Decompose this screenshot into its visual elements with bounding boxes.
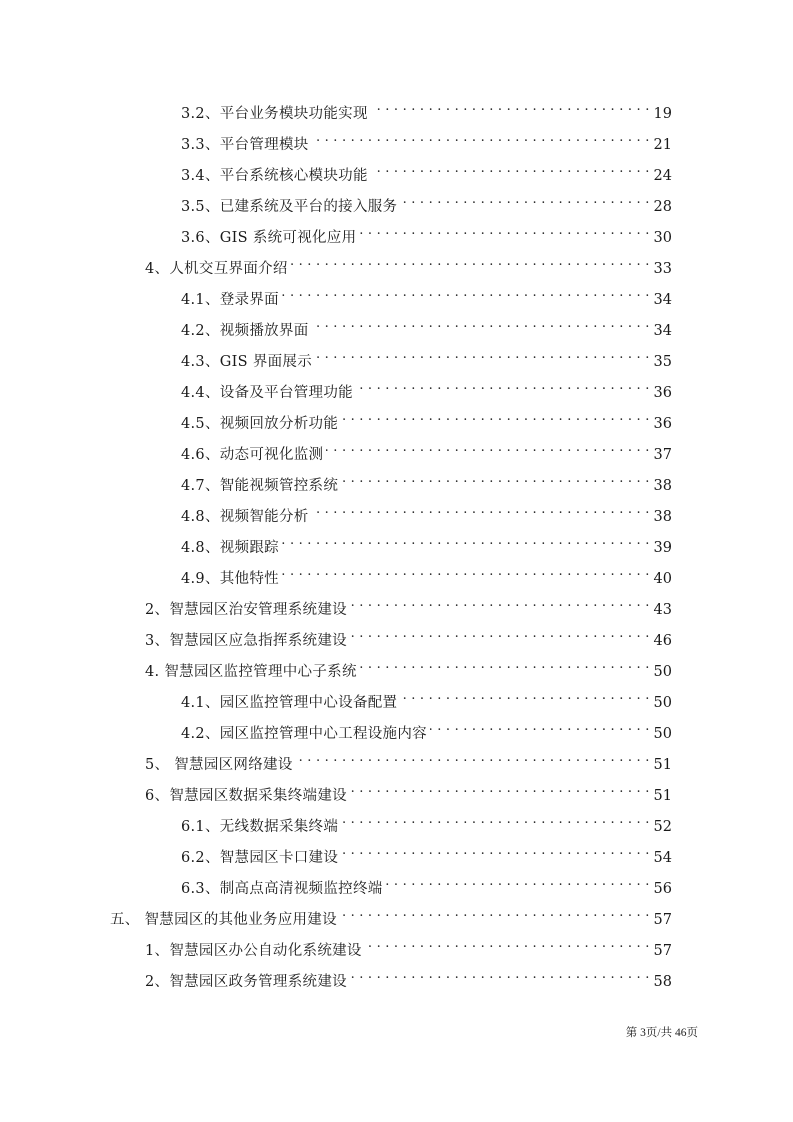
toc-entry[interactable] [181, 344, 672, 370]
toc-entry[interactable] [181, 840, 672, 866]
toc-entry[interactable] [181, 189, 672, 215]
toc-entry-label: 4.1、园区监控管理中心设备配置 [181, 695, 398, 711]
toc-entry[interactable] [145, 251, 672, 277]
toc-entry-label: 4.2、视频播放界面 [181, 323, 309, 339]
toc-entry-label: 4.6、动态可视化监测 [181, 447, 324, 463]
dot-leader [350, 623, 650, 645]
toc-entry-page: 37 [653, 447, 672, 463]
toc-entry-label: 3.4、平台系统核心模块功能 [181, 168, 368, 184]
toc-entry-label: 4、人机交互界面介绍 [145, 261, 288, 277]
dot-leader [350, 778, 650, 800]
toc-entry-label: 2、智慧园区政务管理系统建设 [145, 974, 347, 990]
dot-leader [400, 189, 649, 211]
toc-entry-page: 21 [653, 137, 672, 153]
toc-entry-page: 33 [653, 261, 672, 277]
toc-entry-label: 6.3、制高点高清视频监控终端 [181, 881, 383, 897]
toc-entry-label: 2、智慧园区治安管理系统建设 [145, 602, 347, 618]
page-number-footer: 第 3页/共 46页 [625, 1027, 698, 1039]
dot-leader [341, 406, 649, 428]
toc-entry-page: 51 [653, 757, 672, 773]
dot-leader [341, 840, 649, 862]
toc-entry[interactable] [181, 685, 672, 711]
dot-leader [312, 313, 650, 335]
dot-leader [350, 592, 650, 614]
toc-entry-page: 50 [653, 664, 672, 680]
toc-entry-page: 40 [653, 571, 672, 587]
toc-entry-page: 39 [653, 540, 672, 556]
dot-leader [430, 716, 650, 738]
toc-entry[interactable] [181, 499, 672, 525]
toc-entry[interactable] [145, 778, 672, 804]
toc-entry-label: 4.2、园区监控管理中心工程设施内容 [181, 726, 427, 742]
toc-entry-page: 34 [653, 323, 672, 339]
dot-leader [350, 964, 650, 986]
toc-entry[interactable] [181, 561, 672, 587]
dot-leader [282, 561, 650, 583]
toc-entry[interactable] [181, 96, 672, 122]
toc-entry-page: 38 [653, 509, 672, 525]
toc-entry[interactable] [181, 871, 672, 897]
toc-entry[interactable] [181, 127, 672, 153]
toc-entry[interactable] [181, 468, 672, 494]
toc-entry-label: 4.4、设备及平台管理功能 [181, 385, 353, 401]
toc-entry[interactable] [181, 716, 672, 742]
dot-leader [359, 220, 649, 242]
dot-leader [282, 282, 650, 304]
toc-entry[interactable] [145, 747, 672, 773]
toc-entry-label: 4.5、视频回放分析功能 [181, 416, 339, 432]
dot-leader [371, 96, 650, 118]
toc-entry-page: 50 [653, 726, 672, 742]
toc-entry-label: 4.1、登录界面 [181, 292, 279, 308]
toc-entry[interactable] [181, 437, 672, 463]
toc-entry-page: 19 [653, 106, 672, 122]
toc-entry-label: 4. 智慧园区监控管理中心子系统 [145, 664, 357, 680]
dot-leader [341, 468, 649, 490]
toc-entry[interactable] [181, 313, 672, 339]
toc-entry-label: 1、智慧园区办公自动化系统建设 [145, 943, 362, 959]
toc-entry[interactable] [181, 809, 672, 835]
toc-entry[interactable] [181, 282, 672, 308]
dot-leader [360, 654, 650, 676]
toc-entry-label: 3、智慧园区应急指挥系统建设 [145, 633, 347, 649]
toc-entry-label: 4.8、视频跟踪 [181, 540, 279, 556]
toc-entry-label: 6.2、智慧园区卡口建设 [181, 850, 339, 866]
dot-leader [312, 499, 650, 521]
toc-entry-page: 58 [653, 974, 672, 990]
dot-leader [282, 530, 650, 552]
dot-leader [326, 437, 649, 459]
toc-entry-page: 35 [653, 354, 672, 370]
toc-entry-page: 36 [653, 416, 672, 432]
toc-entry-page: 28 [653, 199, 672, 215]
toc-entry-page: 57 [653, 943, 672, 959]
toc-entry-page: 50 [653, 695, 672, 711]
toc-entry-page: 54 [653, 850, 672, 866]
toc-entry[interactable] [181, 406, 672, 432]
toc-entry[interactable] [145, 933, 672, 959]
dot-leader [400, 685, 649, 707]
toc-entry-page: 36 [653, 385, 672, 401]
dot-leader [340, 902, 650, 924]
toc-entry[interactable] [181, 375, 672, 401]
toc-entry-label: 4.8、视频智能分析 [181, 509, 309, 525]
dot-leader [312, 127, 650, 149]
dot-leader [365, 933, 650, 955]
dot-leader [356, 375, 650, 397]
toc-entry-page: 43 [653, 602, 672, 618]
toc-entry-label: 3.5、已建系统及平台的接入服务 [181, 199, 398, 215]
toc-entry-label: 4.3、GIS 界面展示 [181, 354, 313, 370]
toc-entry[interactable] [181, 220, 672, 246]
toc-entry-page: 30 [653, 230, 672, 246]
toc-entry-label: 4.7、智能视频管控系统 [181, 478, 339, 494]
toc-entry-label: 3.6、GIS 系统可视化应用 [181, 230, 357, 246]
toc-entry-page: 51 [653, 788, 672, 804]
toc-entry-label: 3.2、平台业务模块功能实现 [181, 106, 368, 122]
toc-entry-label: 3.3、平台管理模块 [181, 137, 309, 153]
toc-entry-label: 6.1、无线数据采集终端 [181, 819, 339, 835]
toc-entry-page: 38 [653, 478, 672, 494]
dot-leader [296, 747, 650, 769]
toc-entry-label: 5、 智慧园区网络建设 [145, 757, 293, 773]
toc-entry[interactable] [110, 902, 672, 928]
toc-entry-page: 24 [653, 168, 672, 184]
dot-leader [386, 871, 650, 893]
toc-entry-page: 46 [653, 633, 672, 649]
toc-entry-page: 34 [653, 292, 672, 308]
dot-leader [291, 251, 650, 273]
toc-entry-page: 52 [653, 819, 672, 835]
dot-leader [371, 158, 650, 180]
toc-entry[interactable] [145, 964, 672, 990]
toc-entry-page: 57 [653, 912, 672, 928]
toc-entry-page: 56 [653, 881, 672, 897]
toc-entry[interactable] [145, 623, 672, 649]
dot-leader [315, 344, 650, 366]
toc-entry[interactable] [145, 592, 672, 618]
toc-entry[interactable] [181, 158, 672, 184]
toc-entry-label: 五、 智慧园区的其他业务应用建设 [110, 912, 337, 928]
toc-entry[interactable] [145, 654, 672, 680]
toc-entry-label: 6、智慧园区数据采集终端建设 [145, 788, 347, 804]
toc-entry-label: 4.9、其他特性 [181, 571, 279, 587]
toc-entry[interactable] [181, 530, 672, 556]
dot-leader [341, 809, 649, 831]
